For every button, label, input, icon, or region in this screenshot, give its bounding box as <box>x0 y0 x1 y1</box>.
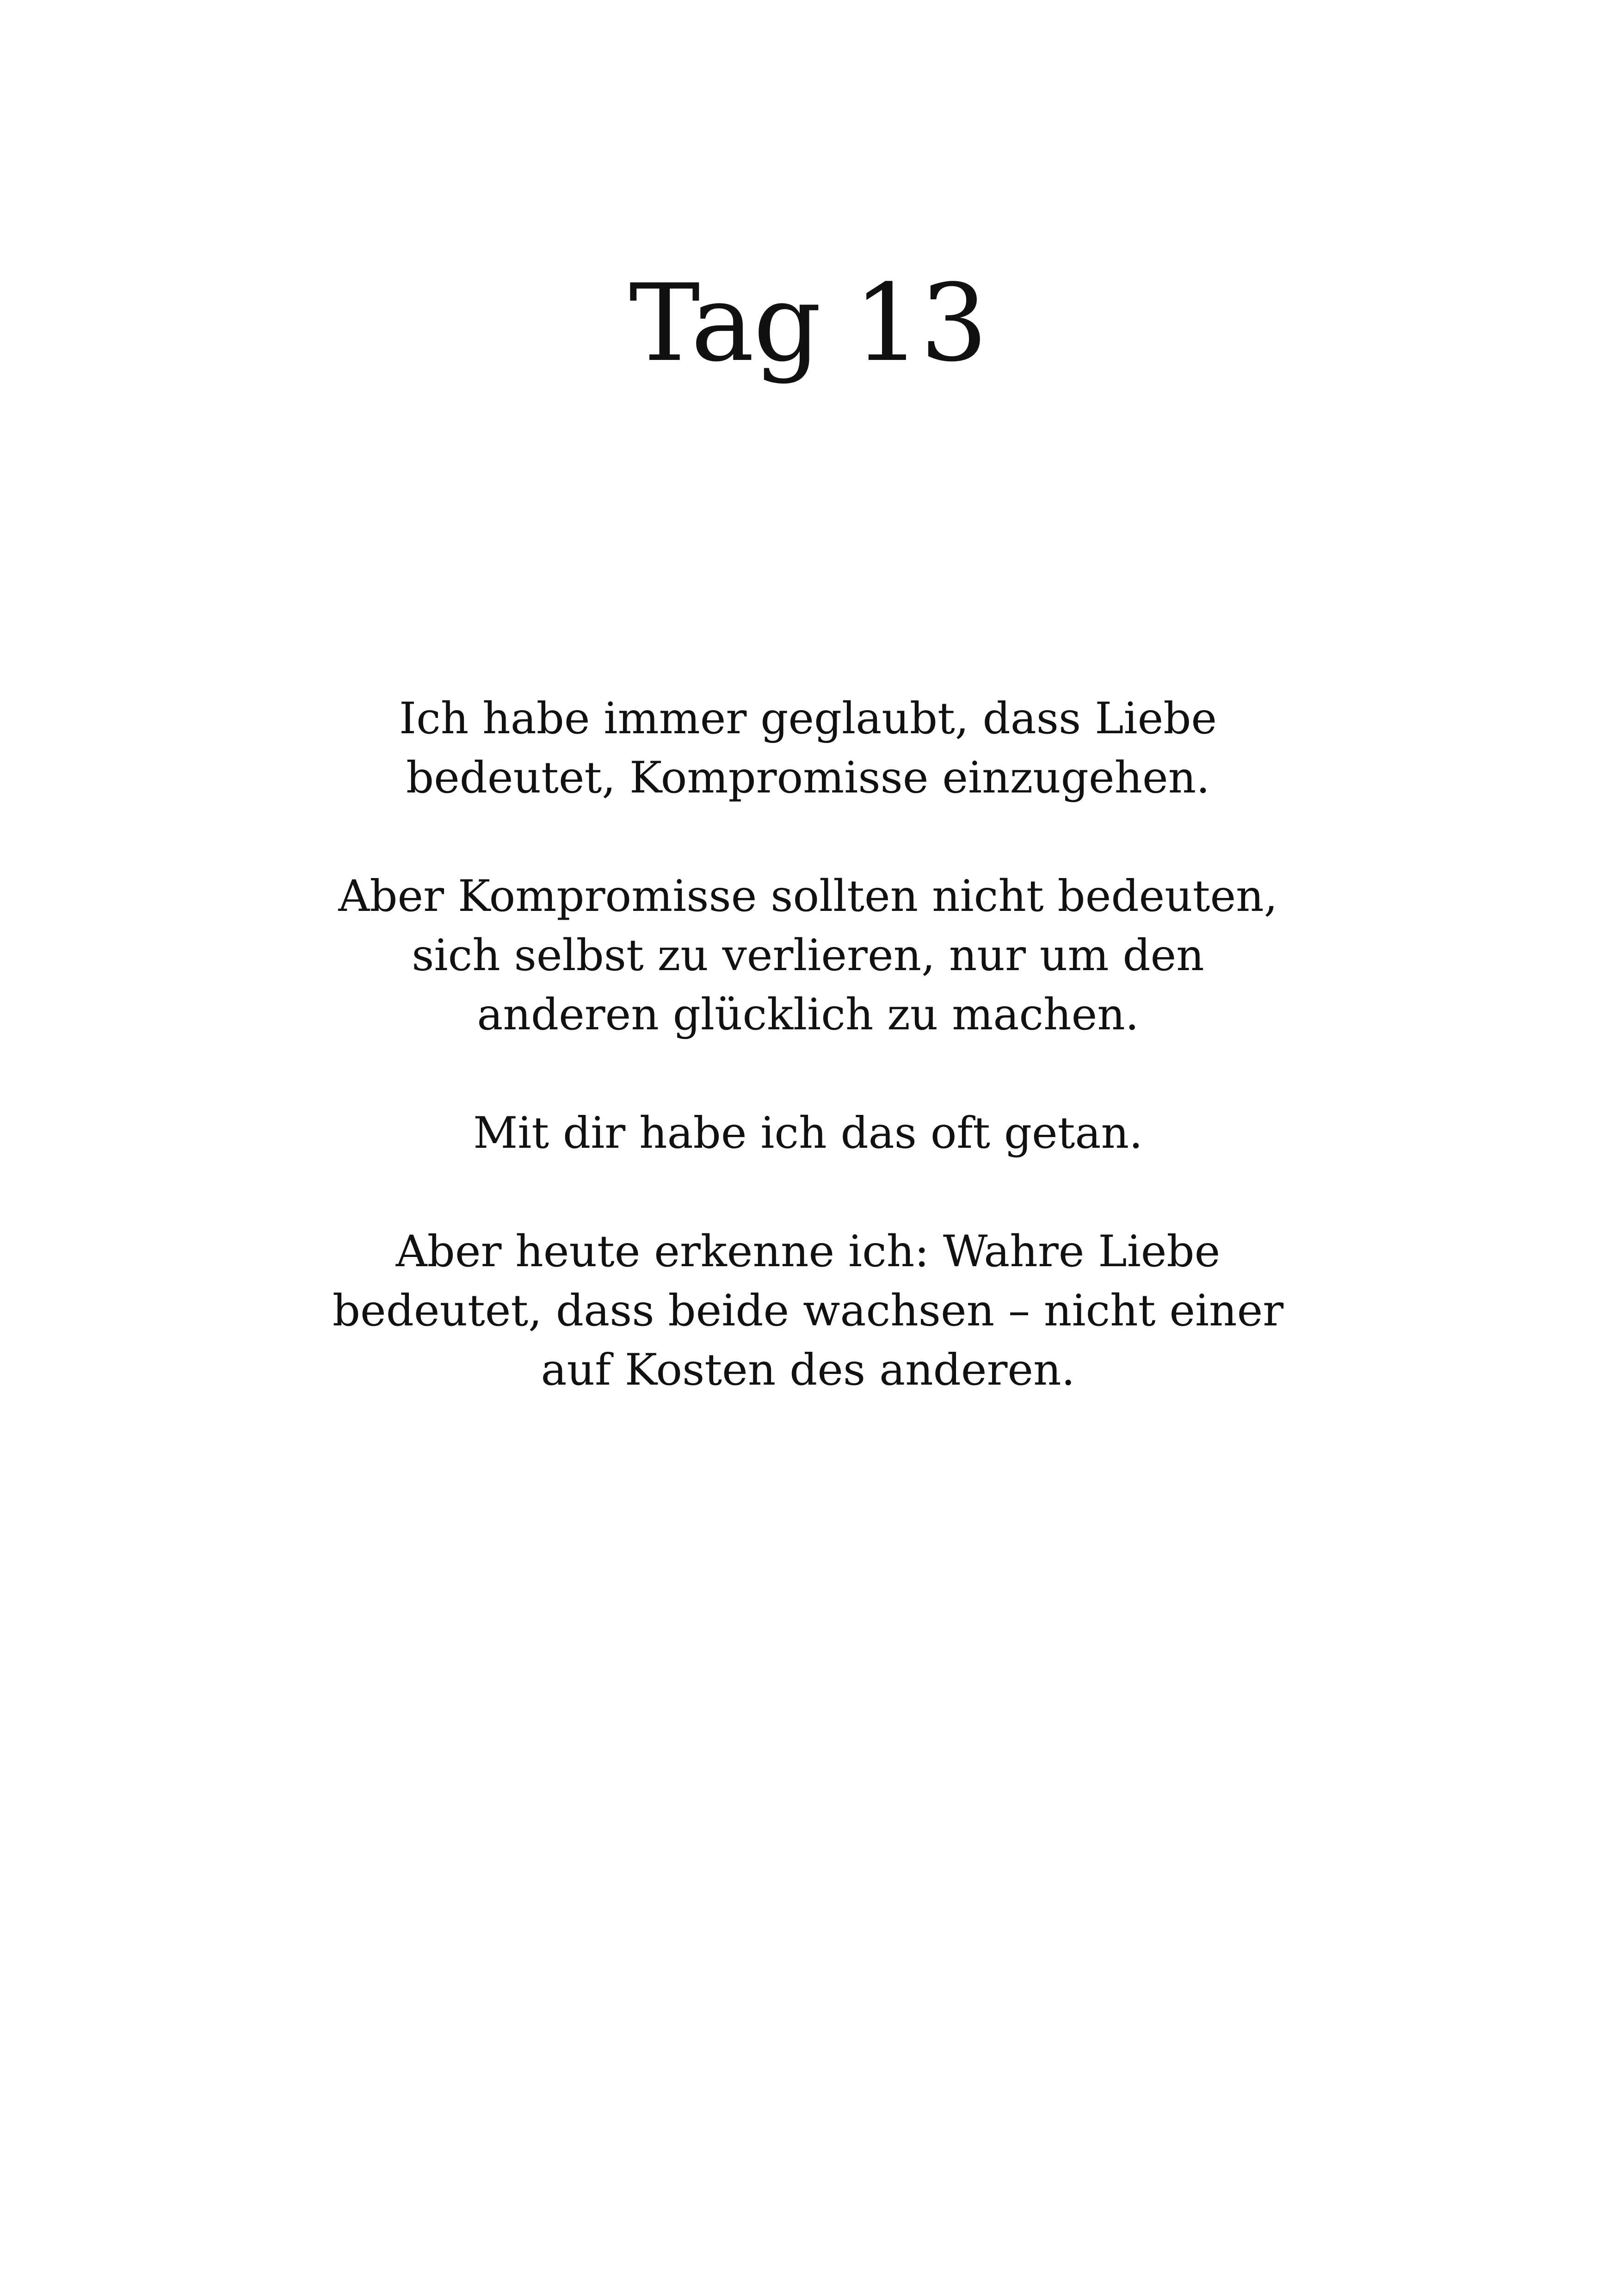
paragraph-1: Ich habe immer geglaubt, dass Liebe bedeutet, Kompromisse einzugehen. <box>399 693 1217 803</box>
body-text <box>322 689 1294 1400</box>
paragraph-3: Mit dir habe ich das oft getan. <box>473 1108 1143 1158</box>
paragraph-2: Aber Kompromisse sollten nicht bedeuten, sich selbst zu verlieren, nur um den anderen glücklich zu machen. <box>338 871 1278 1040</box>
paragraph-4: Aber heute erkenne ich: Wahre Liebe bedeutet, dass beide wachsen – nicht einer auf Kosten des anderen. <box>332 1226 1284 1395</box>
page-title: Tag 13 <box>629 262 987 385</box>
